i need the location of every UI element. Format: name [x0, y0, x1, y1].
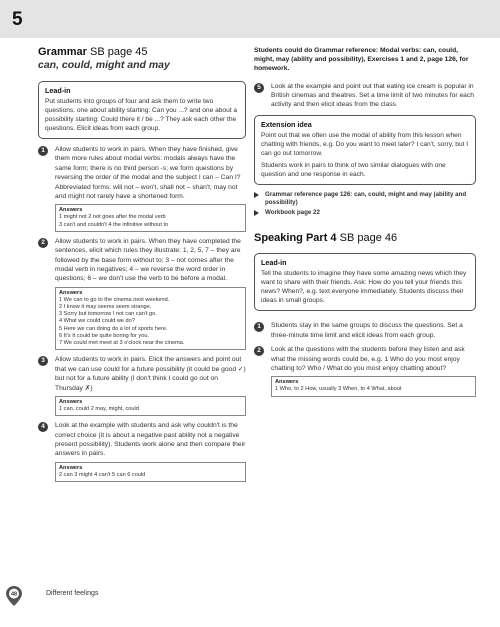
answer-line: 5 Here we can doing do a lot of sports here. [59, 325, 168, 332]
step-number-badge: 2 [254, 346, 264, 356]
left-column [38, 46, 246, 487]
grammar-step-5 [254, 82, 476, 110]
answer-line: 4 What we could could we do? [59, 318, 135, 325]
extension-text-2: Students work in pairs to think of two similar dialogues with one question and one response in each. [261, 161, 446, 178]
step-text: Students stay in the same groups to discuss the questions. Set a three-minute time limit and elicit ideas from each group. [271, 322, 463, 339]
answers-box [271, 376, 476, 396]
answer-line: 1 might not 2 not goes after the modal verb [59, 214, 166, 221]
speaking-heading [254, 231, 476, 245]
answer-line: 1 Who, to 2 How, usually 3 When, to 4 What, about [275, 386, 402, 393]
grammar-heading [38, 46, 246, 59]
grammar-step-1 [38, 145, 246, 232]
answer-line: 1 can, could 2 may, might, could [59, 405, 139, 412]
page-footer [6, 586, 206, 606]
answers-title: Answers [59, 289, 83, 296]
answer-line: 3 can't and couldn't 4 the infinitive without to [59, 221, 169, 228]
homework-note: Students could do Grammar reference: Modal verbs: can, could, might, may (ability and possibility), Exercises 1 and 2, page 126, for homework. [254, 47, 469, 73]
reference-workbook [254, 209, 476, 218]
answers-title: Answers [275, 379, 299, 386]
footer-unit-title: Different feelings [46, 590, 99, 597]
step-text: Allow students to work in pairs. When they have finished, give them more rules about modal verbs: modals always have the same form; there is no third person -s; we form questions by reversing the order of the modal and the subject I can – Can I? Abbreviated forms: will not – won't, shall not – shan't; may not and might not rarely have a shortened form. [55, 146, 241, 201]
answers-box [55, 204, 246, 231]
grammar-leadin-box [38, 81, 246, 139]
answers-title: Answers [59, 464, 83, 471]
speaking-page-ref: SB page 46 [339, 232, 398, 245]
step-number-badge: 4 [38, 422, 48, 432]
step-number-badge: 2 [38, 238, 48, 248]
step-number-badge: 5 [254, 83, 264, 93]
leadin-text: Put students into groups of four and ask them to write two questions: one about ability starting: Can you ...? and one about a possibility starting: Could there it / be ...? They ask each other the questions. Elicit ideas from each group. [45, 98, 238, 132]
grammar-title: Grammar [38, 46, 87, 58]
grammar-step-4 [38, 421, 246, 482]
step-text: Look at the example and point out that eating ice cream is popular in British cinemas and theatres. Set a time limit of two minutes for each activity and then elicit ideas from the class. [271, 82, 474, 109]
answer-line: 2 can 3 might 4 can't 5 can 6 could [59, 471, 146, 478]
extension-text-1: Point out that we often use the modal of ability from this lesson when chatting with friends, e.g. Do you want to meet later? I can't, sorry, but I can go out tomorrow. [261, 131, 469, 157]
speaking-leadin-box [254, 253, 476, 311]
step-text: Look at the questions with the students before they listen and ask what the missing words could be, e.g. 1 Who do you most enjoy chatting to? Who / What do you most enjoy chatting about? [271, 346, 465, 372]
speaking-title: Speaking Part 4 [254, 232, 337, 245]
arrow-right-icon [254, 210, 259, 216]
answers-title: Answers [59, 207, 83, 214]
reference-grammar [254, 191, 476, 208]
speaking-step-1 [254, 321, 476, 340]
leadin-text: Tell the students to imagine they have some amazing news which they want to share with their friends. Ask: How do you tell your friends this news? When?, e.g. text everyone immediately. Students discuss their ideas in small groups. [261, 270, 467, 305]
unit-number: 5 [12, 9, 23, 30]
answer-line: 2 I know it may seems seem strange. [59, 304, 152, 311]
step-number-badge: 3 [38, 356, 48, 366]
step-number-badge: 1 [254, 322, 264, 332]
step-number-badge: 1 [38, 146, 48, 156]
page-marker-icon [6, 586, 22, 606]
speaking-step-2 [254, 345, 476, 396]
leadin-title: Lead-in [45, 86, 71, 95]
answer-line: 7 We could met meet at 3 o'clock near the cinema. [59, 340, 185, 347]
answers-box [55, 462, 246, 482]
unit-header-band [0, 0, 500, 38]
extension-idea-box [254, 115, 476, 185]
grammar-step-2 [38, 237, 246, 350]
arrow-right-icon [254, 192, 259, 198]
step-text: Allow students to work in pairs. Elicit the answers and point out that we can use could for a future possibility (it could be good ✓) but not for a future ability (I don't think I could go out on Thursday ✗) [55, 356, 246, 392]
answer-line: 1 We can to go to the cinema next weekend. [59, 296, 170, 303]
grammar-subtitle: can, could, might and may [38, 59, 170, 71]
grammar-step-3 [38, 355, 246, 416]
reference-text: Grammar reference page 126: can, could, might and may (ability and possibility) [265, 190, 467, 207]
reference-text: Workbook page 22 [265, 208, 320, 216]
leadin-title: Lead-in [261, 258, 287, 268]
answer-line: 3 Sorry but tomorrow I not can can't go. [59, 311, 157, 318]
page-number: 48 [10, 591, 18, 598]
step-text: Look at the example with students and ask why couldn't is the correct choice (it is about a negative past ability not a negative present possibility). Students work alone and then compare their answers in pairs. [55, 422, 246, 458]
answers-title: Answers [59, 398, 83, 405]
step-text: Allow students to work in pairs. When they have completed the sentences, elicit which rules they illustrate: 1, 2, 5, 7 – they are followed by the base form without to; 3 – not comes after the modal verb in negatives; 4 – we reverse the word order in questions; 6 – we don't use the verb to be before a modal. [55, 237, 241, 283]
answers-box [55, 396, 246, 416]
right-column [254, 46, 476, 402]
answers-box [55, 287, 246, 350]
answer-line: 6 It's It could be quite boring for you. [59, 332, 149, 339]
extension-title: Extension idea [261, 119, 312, 129]
grammar-page-ref: SB page 45 [89, 46, 148, 58]
